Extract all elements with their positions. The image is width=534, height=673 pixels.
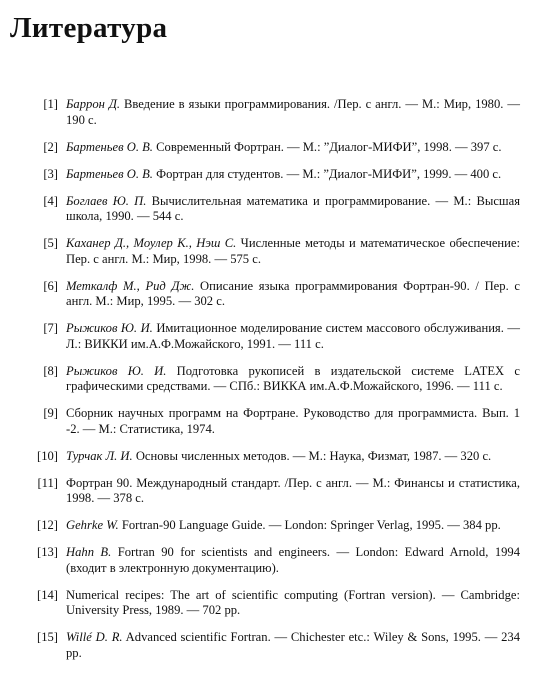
reference-author: Турчак Л. И. bbox=[66, 448, 133, 463]
reference-text: Введение в языки программирования. /Пер. с англ. — М.: Мир, 1980. — 190 с. bbox=[66, 97, 520, 127]
reference-text: Современный Фортран. — М.: ”Диалог-МИФИ”, 1998. — 397 с. bbox=[152, 139, 502, 154]
reference-item bbox=[10, 518, 520, 534]
reference-author: Willé D. R. bbox=[66, 630, 123, 644]
reference-author: Бартеньев О. В. bbox=[66, 139, 153, 154]
section-title: Литература bbox=[10, 12, 168, 44]
reference-number: [12] bbox=[37, 518, 58, 532]
reference-item bbox=[10, 588, 520, 619]
reference-item bbox=[10, 236, 520, 267]
reference-text: Подготовка рукописей в издательской системе LATEX с графическими средствами. — СПб.: ВИККА им.А.Ф.Можайского, 1996. — 111 с. bbox=[66, 363, 520, 393]
reference-body bbox=[66, 321, 520, 352]
reference-author: Меткалф М., Рид Дж. bbox=[66, 278, 195, 293]
reference-author: Баррон Д. bbox=[66, 97, 120, 111]
reference-item bbox=[10, 630, 520, 661]
reference-body bbox=[66, 518, 520, 534]
reference-text: Имитационное моделирование систем массового обслуживания. — Л.: ВИККИ им.А.Ф.Можайского, 1991. — 111 с. bbox=[66, 321, 520, 351]
reference-text: Advanced scientific Fortran. — Chichester etc.: Wiley & Sons, 1995. — 234 pp. bbox=[66, 630, 520, 660]
reference-text: Вычислительная математика и программирование. — М.: Высшая школа, 1990. — 544 с. bbox=[66, 193, 520, 223]
reference-item bbox=[10, 449, 520, 465]
reference-number: [7] bbox=[43, 321, 58, 335]
reference-author: Рыжиков Ю. И. bbox=[66, 363, 167, 378]
reference-item bbox=[10, 321, 520, 352]
reference-body bbox=[66, 476, 520, 507]
reference-number: [5] bbox=[43, 236, 58, 250]
reference-body bbox=[66, 545, 520, 576]
reference-author: Рыжиков Ю. И. bbox=[66, 321, 153, 335]
reference-text: Numerical recipes: The art of scientific computing (Fortran version). — Cambridge: University Press, 1989. — 702 pp. bbox=[66, 587, 520, 617]
reference-number: [15] bbox=[37, 630, 58, 644]
reference-author: Боглаев Ю. П. bbox=[66, 193, 147, 208]
reference-item bbox=[10, 194, 520, 225]
reference-body bbox=[66, 449, 520, 465]
reference-text: Фортран для студентов. — М.: ”Диалог-МИФИ”, 1999. — 400 с. bbox=[152, 166, 502, 181]
reference-list bbox=[10, 97, 520, 661]
reference-number: [2] bbox=[43, 139, 58, 154]
reference-number: [8] bbox=[43, 363, 58, 378]
reference-author: Каханер Д., Моулер К., Нэш С. bbox=[66, 236, 237, 250]
reference-author: Бартеньев О. В. bbox=[66, 166, 153, 181]
reference-item bbox=[10, 545, 520, 576]
reference-item bbox=[10, 476, 520, 507]
reference-number: [6] bbox=[43, 278, 58, 293]
reference-body bbox=[66, 194, 520, 225]
reference-body bbox=[66, 140, 520, 156]
reference-item bbox=[10, 140, 520, 156]
reference-body bbox=[66, 167, 520, 183]
reference-number: [10] bbox=[37, 448, 58, 463]
reference-item bbox=[10, 406, 520, 437]
reference-body bbox=[66, 630, 520, 661]
reference-item bbox=[10, 97, 520, 128]
reference-item bbox=[10, 279, 520, 310]
reference-number: [11] bbox=[37, 475, 58, 490]
reference-text: Основы численных методов. — М.: Наука, Физмат, 1987. — 320 с. bbox=[132, 448, 492, 463]
reference-item bbox=[10, 364, 520, 395]
reference-body bbox=[66, 364, 520, 395]
reference-item bbox=[10, 167, 520, 183]
reference-body bbox=[66, 279, 520, 310]
reference-text: Численные методы и математическое обеспечение: Пер. с англ. М.: Мир, 1998. — 575 с. bbox=[66, 236, 520, 266]
reference-text: Fortran-90 Language Guide. — London: Springer Verlag, 1995. — 384 pp. bbox=[118, 518, 501, 532]
reference-text: Сборник научных программ на Фортране. Руководство для программиста. Вып. 1 -2. — М.: Статистика, 1974. bbox=[66, 406, 520, 436]
reference-body bbox=[66, 97, 520, 128]
reference-text: Описание языка программирования Фортран-90. / Пер. с англ. М.: Мир, 1995. — 302 с. bbox=[66, 278, 520, 308]
reference-number: [14] bbox=[37, 587, 58, 602]
reference-number: [3] bbox=[43, 166, 58, 181]
reference-author: Hahn B. bbox=[66, 545, 112, 559]
reference-number: [13] bbox=[37, 545, 58, 559]
reference-number: [9] bbox=[43, 406, 58, 420]
reference-number: [1] bbox=[43, 97, 58, 111]
reference-text: Фортран 90. Международный стандарт. /Пер. с англ. — М.: Финансы и статистика, 1998. — 378 с. bbox=[66, 475, 520, 505]
reference-text: Fortran 90 for scientists and engineers. — London: Edward Arnold, 1994 (входит в электронную документацию). bbox=[66, 545, 521, 575]
reference-body bbox=[66, 236, 520, 267]
reference-body bbox=[66, 588, 520, 619]
reference-number: [4] bbox=[43, 193, 58, 208]
reference-body bbox=[66, 406, 520, 437]
reference-author: Gehrke W. bbox=[66, 518, 119, 532]
